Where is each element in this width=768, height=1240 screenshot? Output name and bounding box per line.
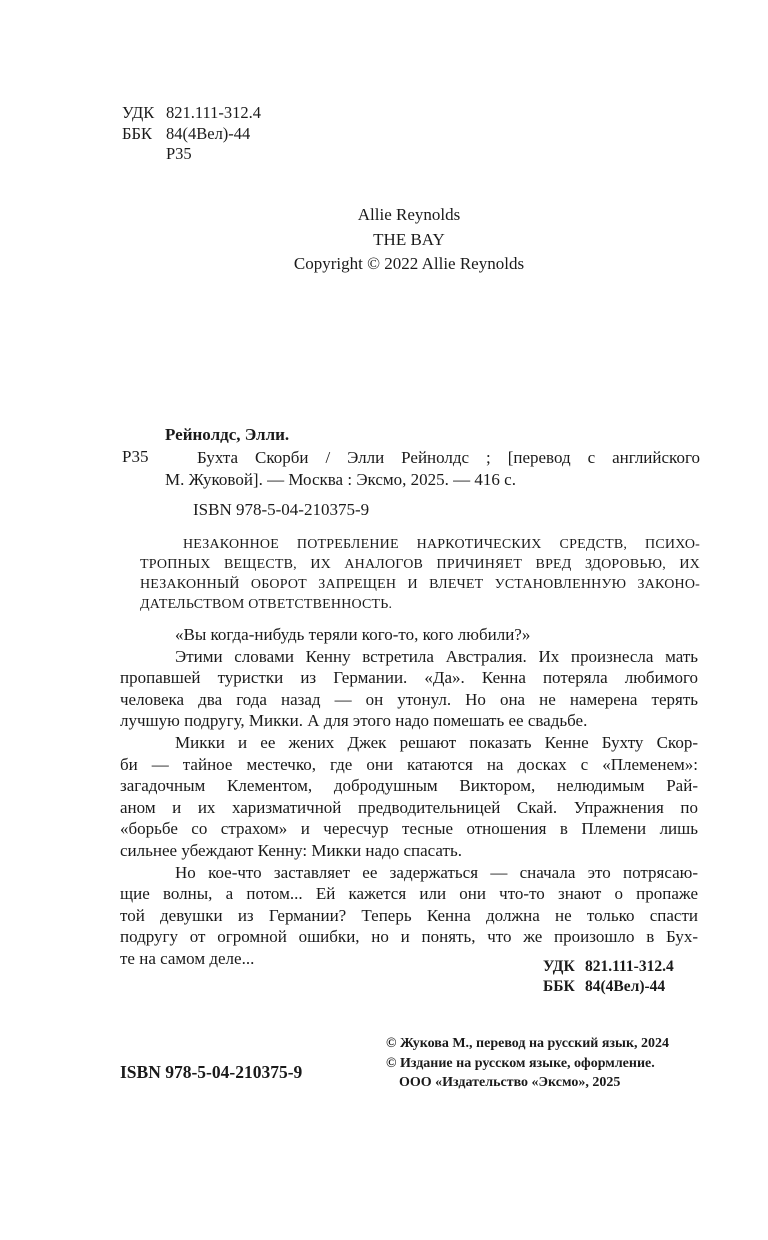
annotation-line: сильнее убеждают Кенну: Микки надо спасать. (120, 840, 462, 860)
annotation-paragraph (120, 624, 698, 646)
annotation-line: те на самом деле... (120, 948, 255, 968)
copyright-notices (386, 1034, 696, 1093)
annotation-line: загадочным Клементом, добродушным Виктором, нелюдимым Рай- (120, 776, 698, 796)
bbk-line-bottom (543, 977, 674, 997)
copyright-line: ООО «Издательство «Эксмо», 2025 (399, 1075, 621, 1091)
author-sign-line (122, 144, 261, 165)
catalog-description-line: Бухта Скорби / Элли Рейнолдс ; [перевод с английского (197, 447, 700, 467)
annotation-line: человека два года назад — он утонул. Но она не намерена терять (120, 689, 698, 709)
annotation-line: «борьбе со страхом» и чересчур тесные отношения в Племени лишь (120, 819, 698, 839)
catalog-codes-bottom (543, 957, 674, 997)
annotation-line: лучшую подругу, Микки. А для этого надо помешать ее свадьбе. (120, 711, 588, 731)
annotation-line: Но кое-что заставляет ее задержаться — сначала это потрясаю- (175, 862, 698, 882)
annotation-paragraph (120, 646, 698, 732)
bbk-line (122, 124, 261, 145)
annotation-line: щие волны, а потом... Ей кажется или они что-то знают о пропаже (120, 884, 698, 904)
udk-label: УДК (122, 103, 155, 122)
original-copyright: Copyright © 2022 Allie Reynolds (293, 254, 525, 273)
bbk-value: 84(4Вел)-44 (166, 123, 251, 143)
annotation (120, 624, 698, 970)
udk-line-bottom (543, 957, 674, 977)
legal-warning-line: НЕЗАКОННОЕ ПОТРЕБЛЕНИЕ НАРКОТИЧЕСКИХ СРЕДСТВ, ПСИХО- (183, 537, 700, 552)
annotation-line: би — тайное местечко, где они катаются на досках с «Племенем»: (120, 754, 698, 774)
bbk-label: ББК (543, 978, 575, 995)
catalog-card (120, 424, 700, 521)
udk-value: 821.111-312.4 (585, 958, 674, 975)
copyright-line: © Жукова М., перевод на русский язык, 2024 (386, 1036, 670, 1051)
udk-line (122, 103, 261, 124)
copyright-line: © Издание на русском языке, оформление. (386, 1055, 655, 1071)
catalog-description-line: М. Жуковой]. — Москва : Эксмо, 2025. — 416 с. (165, 470, 516, 489)
legal-warning-line: ТРОПНЫХ ВЕЩЕСТВ, ИХ АНАЛОГОВ ПРИЧИНЯЕТ ВРЕД ЗДОРОВЬЮ, ИХ (140, 557, 700, 572)
annotation-line: «Вы когда-нибудь теряли кого-то, кого любили?» (175, 625, 531, 644)
bbk-label: ББК (122, 123, 152, 143)
legal-warning (140, 535, 700, 615)
annotation-paragraph (120, 732, 698, 862)
catalog-isbn: ISBN 978-5-04-210375-9 (193, 499, 370, 519)
original-title: THE BAY (373, 229, 445, 249)
annotation-line: подругу от огромной ошибки, но и понять, что же произошло в Бух- (120, 927, 698, 947)
udk-value: 821.111-312.4 (166, 103, 262, 122)
isbn-bottom: ISBN 978-5-04-210375-9 (120, 1062, 303, 1082)
annotation-line: той девушки из Германии? Теперь Кенна должна не только спасти (120, 905, 698, 925)
bbk-value: 84(4Вел)-44 (585, 978, 666, 995)
udk-label: УДК (543, 958, 575, 975)
original-author: Allie Reynolds (357, 205, 461, 224)
annotation-line: пропавшей туристки из Германии. «Да». Кенна потеряла любимого (120, 668, 698, 688)
catalog-author-heading: Рейнолдс, Элли. (165, 425, 290, 444)
original-edition-block (120, 203, 698, 277)
annotation-line: Этими словами Кенну встретила Австралия. Их произнесла мать (175, 646, 698, 666)
legal-warning-line: НЕЗАКОННЫЙ ОБОРОТ ЗАПРЕЩЕН И ВЛЕЧЕТ УСТАНОВЛЕННУЮ ЗАКОНО- (140, 577, 700, 592)
catalog-author-sign: Р35 (122, 447, 149, 466)
author-sign: Р35 (166, 144, 192, 164)
catalog-codes-top (122, 103, 261, 165)
legal-warning-line: ДАТЕЛЬСТВОМ ОТВЕТСТВЕННОСТЬ. (140, 597, 393, 612)
annotation-paragraph (120, 862, 698, 970)
annotation-line: Микки и ее жених Джек решают показать Кенне Бухту Скор- (175, 732, 698, 752)
annotation-line: аном и их харизматичной предводительницей Скай. Упражнения по (120, 797, 698, 817)
